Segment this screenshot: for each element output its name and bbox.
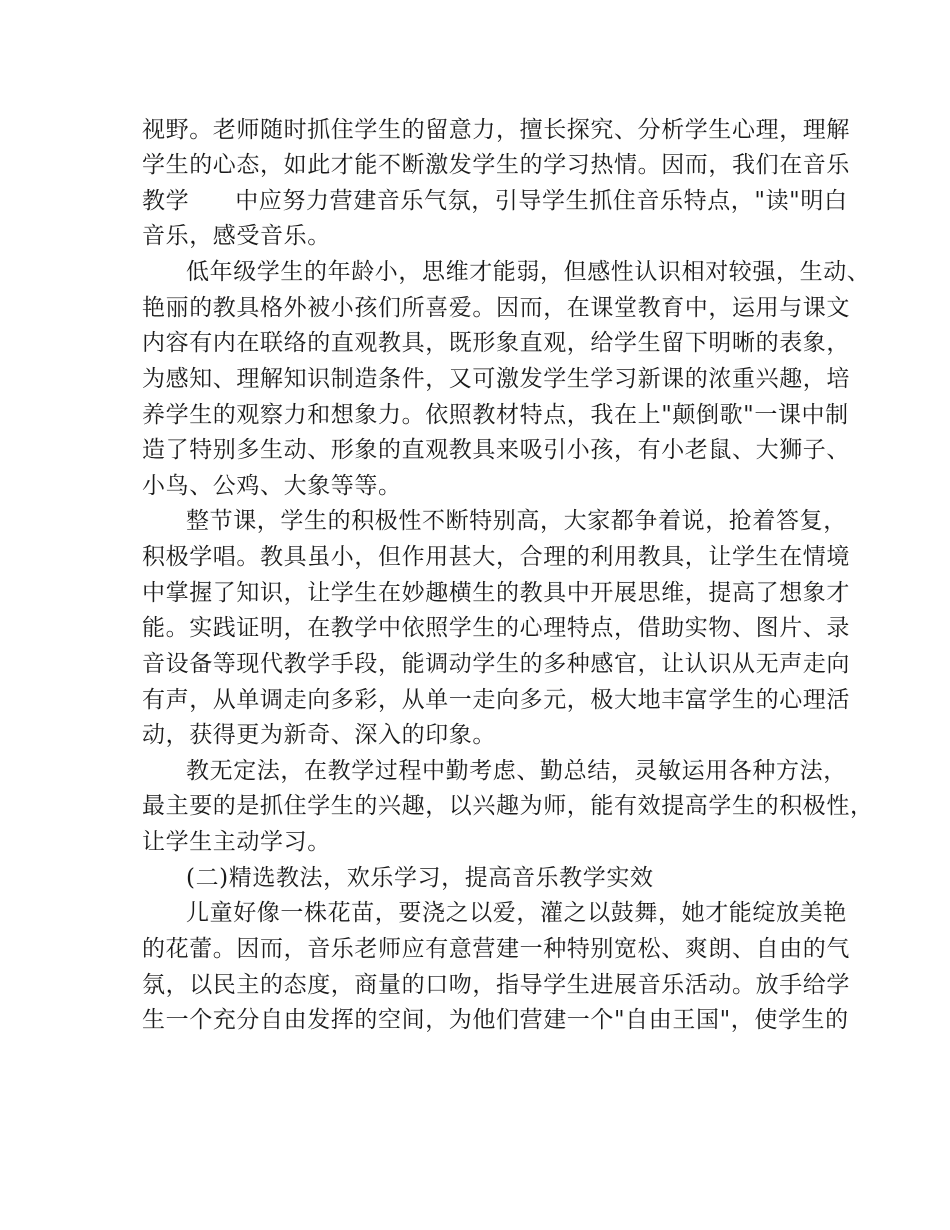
text-line: 内容有内在联络的直观教具，既形象直观，给学生留下明晰的表象， xyxy=(142,330,850,356)
text-line: 有声，从单调走向多彩，从单一走向多元，极大地丰富学生的心理活 xyxy=(142,687,850,713)
section-heading: (二)精选教法，欢乐学习，提高音乐教学实效 xyxy=(186,865,654,891)
paragraph-start-line: 整节课，学生的积极性不断特别高，大家都争着说，抢着答复， xyxy=(186,508,847,534)
text-line: 生一个充分自由发挥的空间，为他们营建一个"自由王国"，使学生的 xyxy=(142,1007,849,1033)
text-line: 艳丽的教具格外被小孩们所喜爱。因而，在课堂教育中，运用与课文 xyxy=(142,295,850,321)
text-line: 视野。老师随时抓住学生的留意力，擅长探究、分析学生心理，理解 xyxy=(142,117,850,143)
text-line: 养学生的观察力和想象力。依照教材特点，我在上"颠倒歌"一课中制 xyxy=(142,402,849,428)
text-line: 造了特别多生动、形象的直观教具来吸引小孩，有小老鼠、大狮子、 xyxy=(142,437,850,463)
text-line-composite xyxy=(142,187,848,215)
text-line: 氛，以民主的态度，商量的口吻，指导学生进展音乐活动。放手给学 xyxy=(142,972,850,998)
paragraph-start-line: 教无定法，在教学过程中勤考虑、勤总结，灵敏运用各种方法， xyxy=(186,758,847,784)
text-line-part: 教学 xyxy=(142,188,190,214)
paragraph-start-line: 低年级学生的年龄小，思维才能弱，但感性认识相对较强，生动、 xyxy=(186,259,871,285)
paragraph-start-line: 儿童好像一株花苗，要浇之以爱，灌之以鼓舞，她才能绽放美艳 xyxy=(186,900,847,926)
text-line: 小鸟、公鸡、大象等等。 xyxy=(142,473,402,499)
text-line: 中掌握了知识，让学生在妙趣横生的教具中开展思维，提高了想象才 xyxy=(142,580,850,606)
text-line: 动，获得更为新奇、深入的印象。 xyxy=(142,722,496,748)
text-line: 能。实践证明，在教学中依照学生的心理特点，借助实物、图片、录 xyxy=(142,615,850,641)
text-line: 音设备等现代教学手段，能调动学生的多种感官，让认识从无声走向 xyxy=(142,651,850,677)
text-line: 最主要的是抓住学生的兴趣，以兴趣为师，能有效提高学生的积极性， xyxy=(142,793,874,819)
text-line: 让学生主动学习。 xyxy=(142,829,331,855)
text-line: 积极学唱。教具虽小，但作用甚大，合理的利用教具，让学生在情境 xyxy=(142,544,850,570)
text-line: 为感知、理解知识制造条件，又可激发学生学习新课的浓重兴趣，培 xyxy=(142,366,850,392)
text-line: 的花蕾。因而，音乐老师应有意营建一种特别宽松、爽朗、自由的气 xyxy=(142,936,850,962)
text-line-part: 中应努力营建音乐气氛，引导学生抓住音乐特点，"读"明白 xyxy=(235,188,848,214)
text-line: 音乐，感受音乐。 xyxy=(142,223,331,249)
text-line: 学生的心态，如此才能不断激发学生的学习热情。因而，我们在音乐 xyxy=(142,152,850,178)
